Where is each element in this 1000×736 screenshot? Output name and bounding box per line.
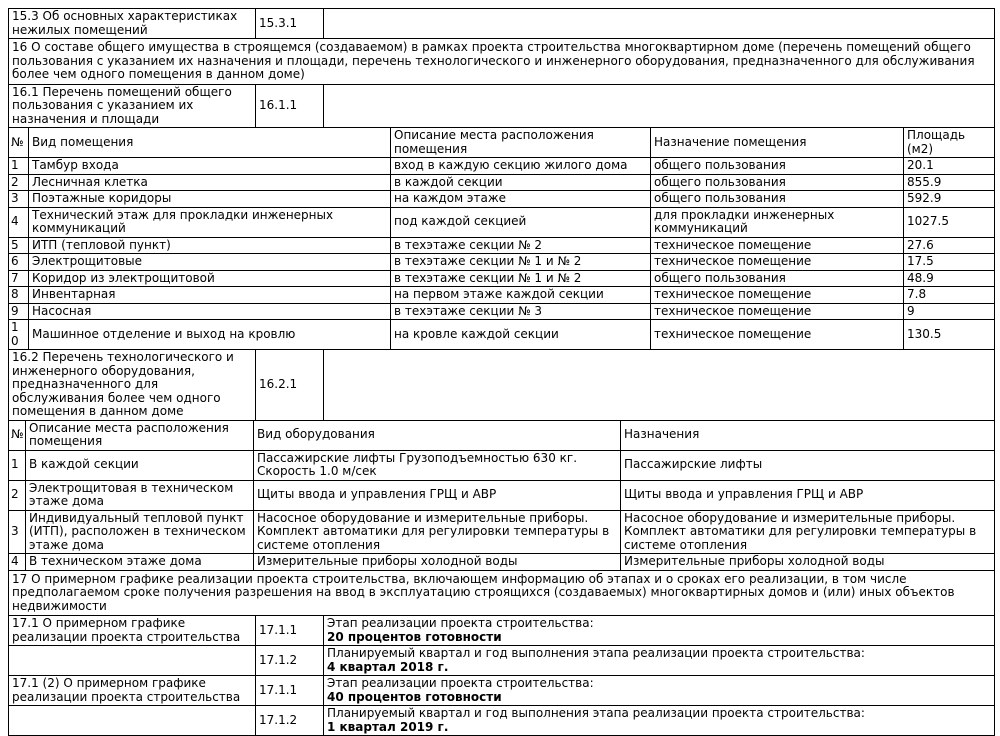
cell-area: 17.5 bbox=[904, 254, 995, 271]
table-row bbox=[9, 676, 995, 706]
table-row bbox=[9, 9, 995, 39]
schedule-label: Этап реализации проекта строительства: bbox=[327, 676, 594, 690]
schedule-title: 17.1 (2) О примерном графике реализации проекта строительства bbox=[9, 676, 256, 706]
cell-num: 9 bbox=[9, 303, 29, 320]
table-row bbox=[9, 237, 995, 254]
cell-purpose: техническое помещение bbox=[651, 237, 904, 254]
schedule-content bbox=[324, 706, 995, 736]
schedule-code: 17.1.1 bbox=[256, 676, 324, 706]
section-content-empty bbox=[324, 84, 995, 128]
section-content-empty bbox=[324, 350, 995, 421]
cell-area: 9 bbox=[904, 303, 995, 320]
cell-purpose: Щиты ввода и управления ГРЩ и АВР bbox=[621, 480, 995, 510]
section-17-table bbox=[8, 570, 995, 617]
section-content-empty bbox=[324, 9, 995, 39]
cell-location: в техэтаже секции № 2 bbox=[391, 237, 651, 254]
cell-num: 1 bbox=[9, 450, 26, 480]
cell-location: В техническом этаже дома bbox=[26, 554, 254, 571]
cell-num: 2 bbox=[9, 174, 29, 191]
table-row bbox=[9, 174, 995, 191]
table-row bbox=[9, 191, 995, 208]
header-purpose: Назначения bbox=[621, 420, 995, 450]
schedule-table-body bbox=[9, 616, 995, 736]
table-row bbox=[9, 554, 995, 571]
schedule-label: Планируемый квартал и год выполнения этапа реализации проекта строительства: bbox=[327, 706, 865, 720]
table-row bbox=[9, 570, 995, 616]
table-row bbox=[9, 616, 995, 646]
section-title: 16.2 Перечень технологического и инженерного оборудования, предназначенного для обслуживания более чем одного помещения в данном доме bbox=[9, 350, 256, 421]
schedule-value: 1 квартал 2019 г. bbox=[327, 719, 449, 734]
section-code: 15.3.1 bbox=[256, 9, 324, 39]
cell-kind: Насосная bbox=[29, 303, 391, 320]
table-row bbox=[9, 706, 995, 736]
equipment-table bbox=[8, 420, 995, 571]
cell-purpose: общего пользования bbox=[651, 270, 904, 287]
schedule-table bbox=[8, 615, 995, 736]
cell-area: 48.9 bbox=[904, 270, 995, 287]
row-16-1-table bbox=[8, 84, 995, 129]
cell-num: 4 bbox=[9, 207, 29, 237]
cell-purpose: техническое помещение bbox=[651, 320, 904, 350]
header-location: Описание места расположения помещения bbox=[26, 420, 254, 450]
equipment-table-body bbox=[9, 450, 995, 570]
header-equipment: Вид оборудования bbox=[254, 420, 621, 450]
schedule-label: Планируемый квартал и год выполнения этапа реализации проекта строительства: bbox=[327, 646, 865, 660]
cell-purpose: Насосное оборудование и измерительные приборы. Комплект автоматики для регулировки температуры в системе отопления bbox=[621, 510, 995, 554]
row-15-3-table bbox=[8, 8, 995, 39]
schedule-label: Этап реализации проекта строительства: bbox=[327, 616, 594, 630]
cell-area: 130.5 bbox=[904, 320, 995, 350]
cell-location: Индивидуальный тепловой пункт (ИТП), расположен в техническом этаже дома bbox=[26, 510, 254, 554]
project-declaration-document bbox=[8, 8, 994, 736]
cell-location: в техэтаже секции № 3 bbox=[391, 303, 651, 320]
cell-num: 6 bbox=[9, 254, 29, 271]
table-row bbox=[9, 350, 995, 421]
schedule-value: 4 квартал 2018 г. bbox=[327, 659, 449, 674]
cell-kind: Поэтажные коридоры bbox=[29, 191, 391, 208]
table-row bbox=[9, 39, 995, 85]
cell-location: на первом этаже каждой секции bbox=[391, 287, 651, 304]
table-row bbox=[9, 84, 995, 128]
schedule-title bbox=[9, 706, 256, 736]
cell-purpose: Пассажирские лифты bbox=[621, 450, 995, 480]
cell-location: Электрощитовая в техническом этаже дома bbox=[26, 480, 254, 510]
cell-equipment: Насосное оборудование и измерительные приборы. Комплект автоматики для регулировки температуры в системе отопления bbox=[254, 510, 621, 554]
section-16-text: 16 О составе общего имущества в строящемся (создаваемом) в рамках проекта строительства многоквартирном доме (перечень помещений общего пользования с указанием их назначения и площади, перечень технологического и инженерного оборудования, предназначенного для обслуживания более чем одного помещения в данном доме) bbox=[9, 39, 995, 85]
table-row bbox=[9, 158, 995, 175]
rooms-table-body bbox=[9, 158, 995, 350]
schedule-code: 17.1.2 bbox=[256, 706, 324, 736]
section-code: 16.2.1 bbox=[256, 350, 324, 421]
cell-kind: ИТП (тепловой пункт) bbox=[29, 237, 391, 254]
schedule-content bbox=[324, 676, 995, 706]
cell-location: в техэтаже секции № 1 и № 2 bbox=[391, 254, 651, 271]
cell-num: 3 bbox=[9, 510, 26, 554]
cell-num: 3 bbox=[9, 191, 29, 208]
schedule-content bbox=[324, 616, 995, 646]
cell-area: 1027.5 bbox=[904, 207, 995, 237]
cell-equipment: Щиты ввода и управления ГРЩ и АВР bbox=[254, 480, 621, 510]
table-row bbox=[9, 303, 995, 320]
cell-location: в техэтаже секции № 1 и № 2 bbox=[391, 270, 651, 287]
section-title: 15.3 Об основных характеристиках нежилых помещений bbox=[9, 9, 256, 39]
cell-num: 4 bbox=[9, 554, 26, 571]
schedule-content bbox=[324, 646, 995, 676]
schedule-value: 20 процентов готовности bbox=[327, 629, 502, 644]
cell-kind: Лесничная клетка bbox=[29, 174, 391, 191]
table-row bbox=[9, 450, 995, 480]
cell-area: 855.9 bbox=[904, 174, 995, 191]
cell-purpose: общего пользования bbox=[651, 174, 904, 191]
section-title: 16.1 Перечень помещений общего пользования с указанием их назначения и площади bbox=[9, 84, 256, 128]
cell-area: 592.9 bbox=[904, 191, 995, 208]
cell-location: под каждой секцией bbox=[391, 207, 651, 237]
cell-equipment: Пассажирские лифты Грузоподъемностью 630 кг. Скорость 1.0 м/сек bbox=[254, 450, 621, 480]
table-row bbox=[9, 207, 995, 237]
cell-num: 7 bbox=[9, 270, 29, 287]
cell-purpose: общего пользования bbox=[651, 191, 904, 208]
table-header-row bbox=[9, 128, 995, 158]
section-16-table bbox=[8, 38, 995, 85]
cell-area: 7.8 bbox=[904, 287, 995, 304]
table-row bbox=[9, 287, 995, 304]
cell-location: в каждой секции bbox=[391, 174, 651, 191]
table-row bbox=[9, 254, 995, 271]
table-row bbox=[9, 480, 995, 510]
cell-purpose: техническое помещение bbox=[651, 254, 904, 271]
cell-num: 2 bbox=[9, 480, 26, 510]
schedule-value: 40 процентов готовности bbox=[327, 689, 502, 704]
cell-kind: Технический этаж для прокладки инженерных коммуникаций bbox=[29, 207, 391, 237]
section-code: 16.1.1 bbox=[256, 84, 324, 128]
cell-location: на каждом этаже bbox=[391, 191, 651, 208]
schedule-title bbox=[9, 646, 256, 676]
cell-kind: Электрощитовые bbox=[29, 254, 391, 271]
cell-num: 10 bbox=[9, 320, 29, 350]
cell-purpose: общего пользования bbox=[651, 158, 904, 175]
section-17-text: 17 О примерном графике реализации проекта строительства, включающем информацию об этапах и о сроках его реализации, в том числе предполагаемом сроке получения разрешения на ввод в эксплуатацию строящихся (создаваемых) многоквартирных домов и (или) иных объектов недвижимости bbox=[9, 570, 995, 616]
cell-kind: Инвентарная bbox=[29, 287, 391, 304]
cell-kind: Коридор из электрощитовой bbox=[29, 270, 391, 287]
cell-purpose: техническое помещение bbox=[651, 303, 904, 320]
header-area: Площадь (м2) bbox=[904, 128, 995, 158]
cell-location: В каждой секции bbox=[26, 450, 254, 480]
cell-num: 1 bbox=[9, 158, 29, 175]
cell-kind: Машинное отделение и выход на кровлю bbox=[29, 320, 391, 350]
schedule-title: 17.1 О примерном графике реализации проекта строительства bbox=[9, 616, 256, 646]
cell-kind: Тамбур входа bbox=[29, 158, 391, 175]
cell-location: на кровле каждой секции bbox=[391, 320, 651, 350]
cell-area: 20.1 bbox=[904, 158, 995, 175]
table-header-row bbox=[9, 420, 995, 450]
common-rooms-table bbox=[8, 127, 995, 350]
row-16-2-table bbox=[8, 349, 995, 421]
header-kind: Вид помещения bbox=[29, 128, 391, 158]
table-row bbox=[9, 510, 995, 554]
table-row bbox=[9, 270, 995, 287]
schedule-code: 17.1.1 bbox=[256, 616, 324, 646]
schedule-code: 17.1.2 bbox=[256, 646, 324, 676]
header-location: Описание места расположения помещения bbox=[391, 128, 651, 158]
header-num: № bbox=[9, 128, 29, 158]
header-num: № bbox=[9, 420, 26, 450]
cell-purpose: техническое помещение bbox=[651, 287, 904, 304]
cell-purpose: для прокладки инженерных коммуникаций bbox=[651, 207, 904, 237]
table-row bbox=[9, 646, 995, 676]
cell-equipment: Измерительные приборы холодной воды bbox=[254, 554, 621, 571]
cell-num: 8 bbox=[9, 287, 29, 304]
cell-location: вход в каждую секцию жилого дома bbox=[391, 158, 651, 175]
table-row bbox=[9, 320, 995, 350]
cell-purpose: Измерительные приборы холодной воды bbox=[621, 554, 995, 571]
header-purpose: Назначение помещения bbox=[651, 128, 904, 158]
cell-num: 5 bbox=[9, 237, 29, 254]
cell-area: 27.6 bbox=[904, 237, 995, 254]
